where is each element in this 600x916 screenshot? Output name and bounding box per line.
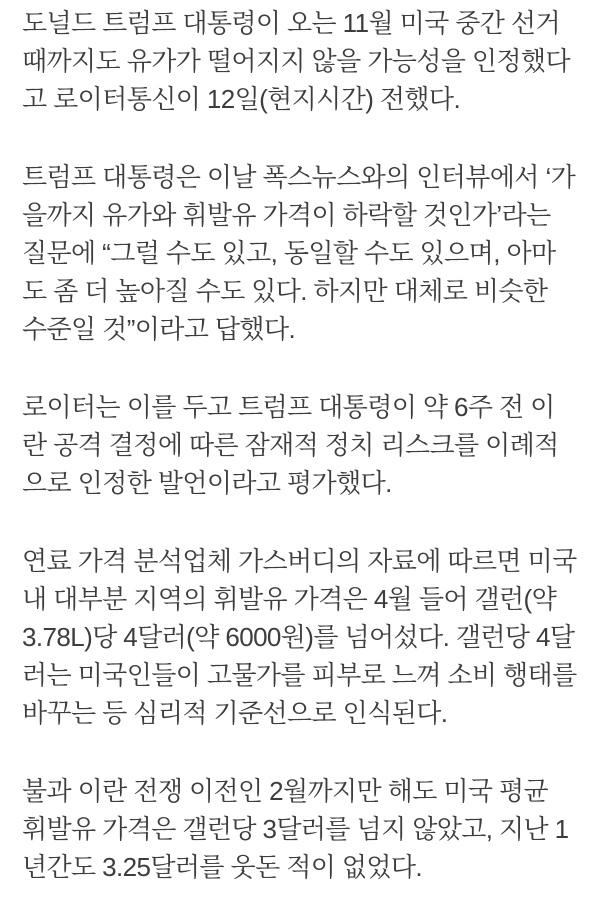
article-paragraph-4: 연료 가격 분석업체 가스버디의 자료에 따르면 미국 내 대부분 지역의 휘발유 가격은 4월 들어 갤런(약 3.78L)당 4달러(약 6000원)를 넘어섰다. 갤런당 4달러는 미국인들이 고물가를 피부로 느껴 소비 행태를 바꾸는 등 심리적 기준선으로 인식된다. bbox=[22, 546, 577, 728]
article-paragraph-2: 트럼프 대통령은 이날 폭스뉴스와의 인터뷰에서 ‘가을까지 유가와 휘발유 가격이 하락할 것인가’라는 질문에 “그럴 수도 있고, 동일할 수도 있으며, 아마도 좀 더 높아질 수도 있다. 하지만 대체로 비슷한 수준일 것”이라고 답했다. bbox=[22, 162, 576, 344]
article-paragraph-3: 로이터는 이를 두고 트럼프 대통령이 약 6주 전 이란 공격 결정에 따른 잠재적 정치 리스크를 이례적으로 인정한 발언이라고 평가했다. bbox=[22, 392, 559, 498]
article-paragraph-1: 도널드 트럼프 대통령이 오는 11월 미국 중간 선거 때까지도 유가가 떨어지지 않을 가능성을 인정했다고 로이터통신이 12일(현지시간) 전했다. bbox=[22, 8, 570, 114]
article-paragraph-5: 불과 이란 전쟁 이전인 2월까지만 해도 미국 평균 휘발유 가격은 갤런당 3달러를 넘지 않았고, 지난 1년간도 3.25달러를 웃돈 적이 없었다. bbox=[22, 776, 569, 882]
